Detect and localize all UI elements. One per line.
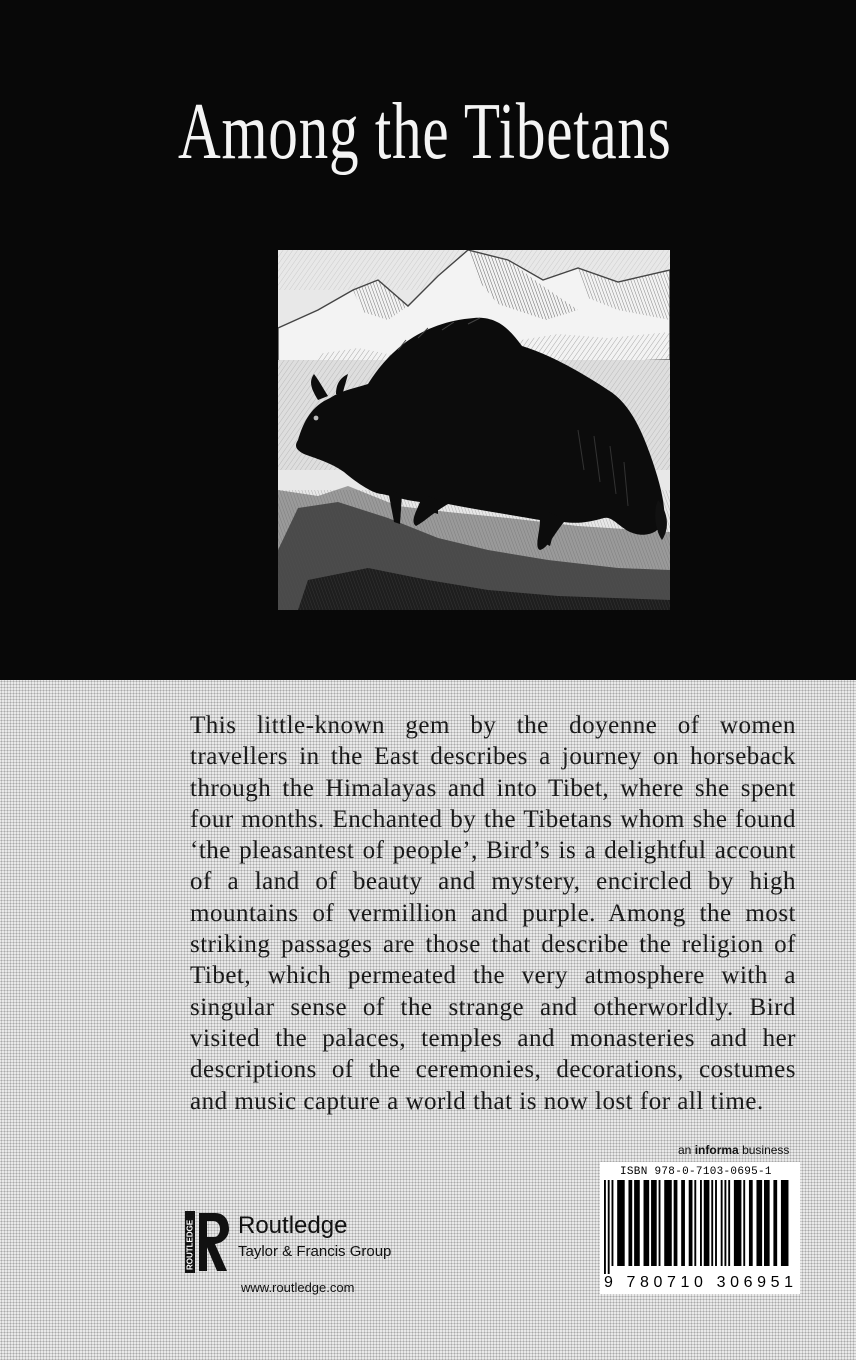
informa-suffix: business	[742, 1143, 790, 1157]
routledge-logo-icon	[185, 1211, 229, 1273]
publisher-website[interactable]: www.routledge.com	[241, 1280, 355, 1295]
publisher-name: Routledge	[238, 1212, 348, 1239]
isbn-number: ISBN 978-0-7103-0695-1	[620, 1166, 772, 1178]
barcode-digits: 9 780710 306951	[604, 1274, 798, 1291]
yak-engraving-icon	[278, 250, 670, 610]
informa-prefix: an	[678, 1143, 692, 1157]
barcode-bars-icon	[604, 1180, 796, 1274]
book-title: Among the Tibetans	[178, 88, 672, 176]
book-description: This little-known gem by the doyenne of women travellers in the East describes a journey on horseback through the Himalayas and into Tibet, where she spent four months. Enchanted by the Tibetans whom she found ‘the pleasantest of people’, Bird’s is a delightful account of a land of beauty and mystery, encircled by high mountains of vermillion and purple. Among the most striking passages are those that describe the religion of Tibet, which permeated the very atmosphere with a singular sense of the strange and otherworldly. Bird visited the palaces, temples and monasteries and her descriptions of the ceremonies, decorations, costumes and music capture a world that is now lost for all time.	[190, 712, 796, 1115]
yak-illustration	[278, 250, 670, 610]
back-panel	[0, 680, 856, 1360]
informa-business-label	[678, 1143, 789, 1157]
logo-vertical-text: ROUTLEDGE	[185, 1219, 195, 1270]
publisher-group: Taylor & Francis Group	[238, 1243, 392, 1260]
barcode	[600, 1162, 800, 1294]
informa-brand: informa	[694, 1143, 739, 1157]
